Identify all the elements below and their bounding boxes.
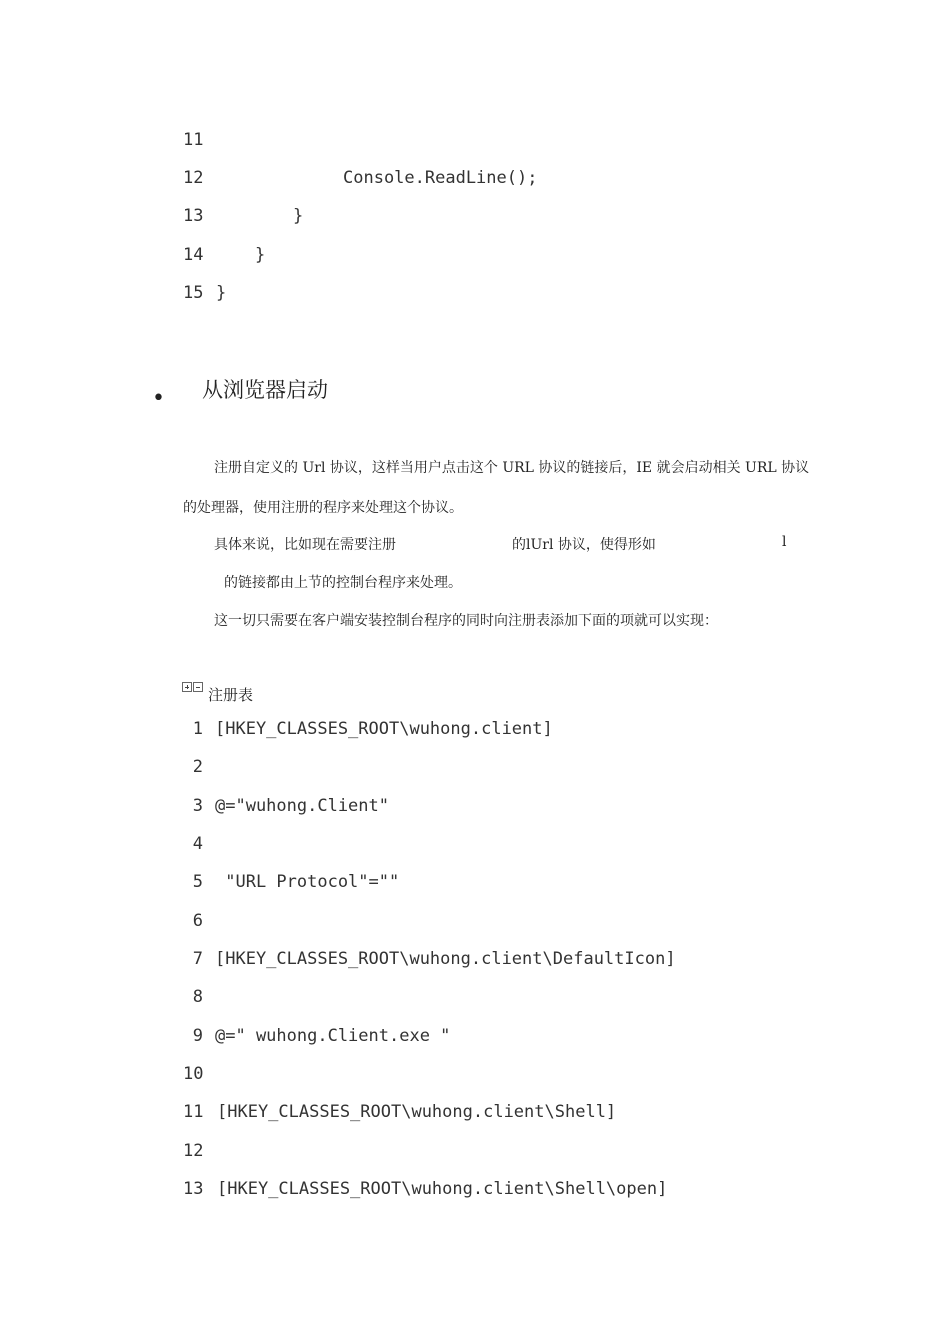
code-text: } <box>293 206 304 226</box>
paragraph-1-line-1: 注册自定义的 Url 协议，这样当用户点击这个 URL 协议的链接后，IE 就会启动相关 URL 协议 <box>214 460 810 476</box>
line-number: 12 <box>183 1141 204 1161</box>
line-number: 8 <box>192 987 203 1007</box>
code-text: } <box>255 245 266 265</box>
code-text: Console.ReadLine(); <box>343 168 538 188</box>
registry-text: [HKEY_CLASSES_ROOT\wuhong.client\Shell] <box>217 1102 617 1122</box>
line-number: 6 <box>192 911 203 931</box>
paragraph-2-line-2: 的链接都由上节的控制台程序来处理。 <box>224 575 462 591</box>
registry-text: [HKEY_CLASSES_ROOT\wuhong.client\Shell\open] <box>217 1179 668 1199</box>
line-number: 14 <box>183 245 204 265</box>
collapse-icon[interactable] <box>193 682 203 692</box>
line-number: 3 <box>192 796 203 816</box>
paragraph-2-part-1: 具体来说，比如现在需要注册 <box>214 537 396 553</box>
line-number: 4 <box>192 834 203 854</box>
bullet-icon: • <box>152 386 165 411</box>
paragraph-2-part-3: l <box>782 534 787 550</box>
section-heading: 从浏览器启动 <box>202 378 328 402</box>
registry-text: @=" wuhong.Client.exe " <box>215 1026 451 1046</box>
registry-text: "URL Protocol"="" <box>215 872 400 892</box>
registry-text: [HKEY_CLASSES_ROOT\wuhong.client\DefaultIcon] <box>215 949 676 969</box>
line-number: 11 <box>183 130 204 150</box>
registry-label: 注册表 <box>208 686 254 704</box>
line-number: 11 <box>183 1102 204 1122</box>
line-number: 15 <box>183 283 204 303</box>
paragraph-3: 这一切只需要在客户端安装控制台程序的同时向注册表添加下面的项就可以实现： <box>214 613 718 629</box>
code-expander[interactable] <box>182 682 203 692</box>
line-number: 12 <box>183 168 204 188</box>
line-number: 7 <box>192 949 203 969</box>
registry-text: @="wuhong.Client" <box>215 796 389 816</box>
line-number: 13 <box>183 1179 204 1199</box>
expand-icon[interactable] <box>182 682 192 692</box>
line-number: 13 <box>183 206 204 226</box>
line-number: 5 <box>192 872 203 892</box>
line-number: 2 <box>192 757 203 777</box>
line-number: 10 <box>183 1064 204 1084</box>
paragraph-1-line-2: 的处理器，使用注册的程序来处理这个协议。 <box>183 500 463 516</box>
code-text: } <box>216 283 227 303</box>
line-number: 9 <box>192 1026 203 1046</box>
paragraph-2-part-2: 的lUrl 协议，使得形如 <box>512 537 656 553</box>
registry-text: [HKEY_CLASSES_ROOT\wuhong.client] <box>215 719 553 739</box>
line-number: 1 <box>192 719 203 739</box>
